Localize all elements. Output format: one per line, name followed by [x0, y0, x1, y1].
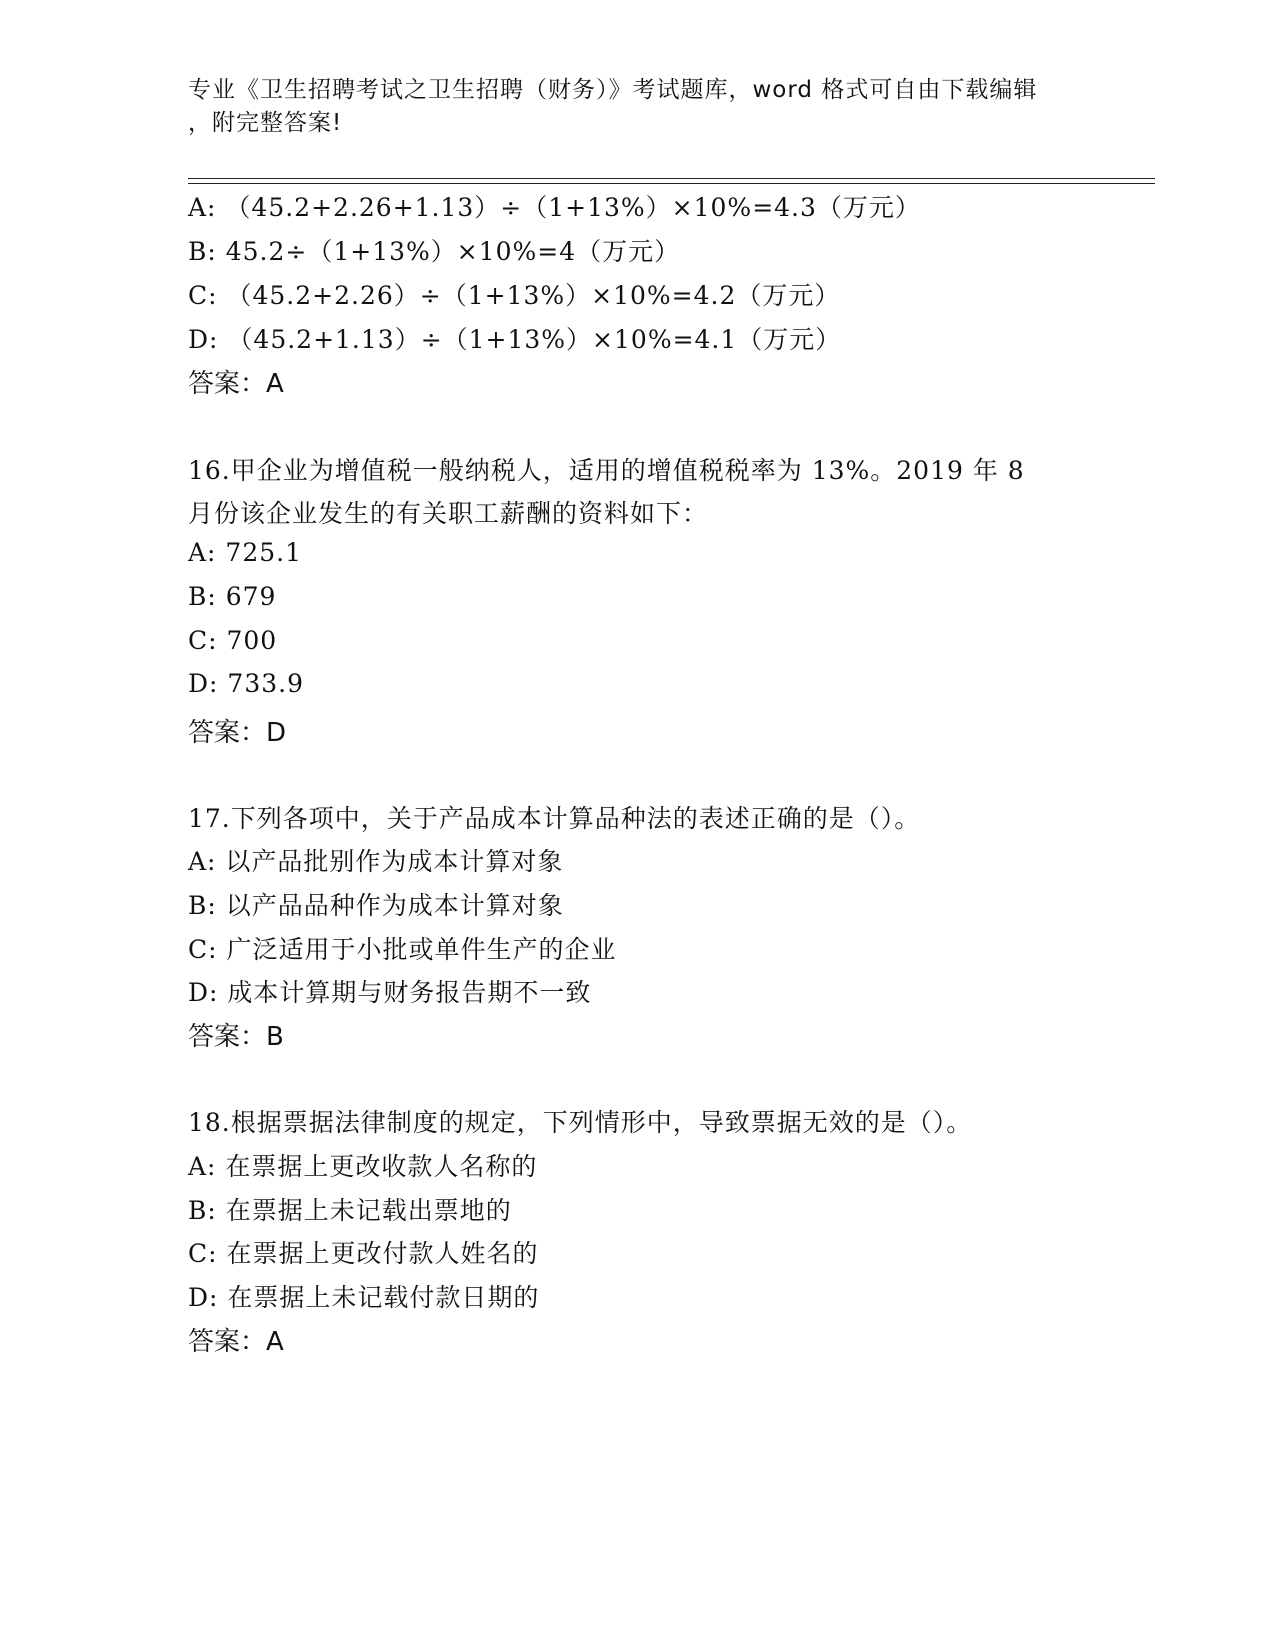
q15-option-c: C: （45.2+2.26）÷（1+13%）×10%=4.2（万元） — [188, 281, 841, 310]
q18-option-d: D: 在票据上未记载付款日期的 — [188, 1283, 540, 1312]
q15-option-a: A: （45.2+2.26+1.13）÷（1+13%）×10%=4.3（万元） — [188, 193, 921, 222]
q16-option-c: C: 700 — [188, 626, 278, 655]
q17-option-c: C: 广泛适用于小批或单件生产的企业 — [188, 935, 617, 964]
q16-stem-line-2: 月份该企业发生的有关职工薪酬的资料如下： — [188, 499, 709, 528]
document-header — [188, 74, 1088, 140]
q18-stem: 18.根据票据法律制度的规定，下列情形中，导致票据无效的是（）。 — [188, 1108, 973, 1137]
q16-option-a: A: 725.1 — [188, 538, 302, 567]
q18-option-b: B: 在票据上未记载出票地的 — [188, 1196, 512, 1225]
q17-option-d: D: 成本计算期与财务报告期不一致 — [188, 978, 592, 1007]
header-line-1: 专业《卫生招聘考试之卫生招聘（财务）》考试题库，word 格式可自由下载编辑 — [188, 77, 1038, 103]
q16-stem-line-1: 16.甲企业为增值税一般纳税人，适用的增值税税率为 13%。2019 年 8 — [188, 456, 1025, 485]
q18-answer: 答案：A — [188, 1327, 284, 1357]
header-rule-bottom — [188, 183, 1155, 184]
q15-answer: 答案：A — [188, 369, 284, 399]
header-line-2: ，附完整答案! — [188, 110, 343, 136]
q16-option-b: B: 679 — [188, 582, 277, 611]
q18-option-c: C: 在票据上更改付款人姓名的 — [188, 1239, 539, 1268]
q18-option-a: A: 在票据上更改收款人名称的 — [188, 1152, 538, 1181]
q16-option-d: D: 733.9 — [188, 669, 304, 698]
q15-option-b: B: 45.2÷（1+13%）×10%=4（万元） — [188, 237, 681, 266]
q16-answer: 答案：D — [188, 718, 287, 748]
q17-answer: 答案：B — [188, 1022, 284, 1052]
q17-option-b: B: 以产品品种作为成本计算对象 — [188, 891, 564, 920]
header-rule-top — [188, 178, 1155, 179]
q17-stem: 17.下列各项中，关于产品成本计算品种法的表述正确的是（）。 — [188, 804, 921, 833]
q15-option-d: D: （45.2+1.13）÷（1+13%）×10%=4.1（万元） — [188, 325, 842, 354]
q17-option-a: A: 以产品批别作为成本计算对象 — [188, 847, 564, 876]
